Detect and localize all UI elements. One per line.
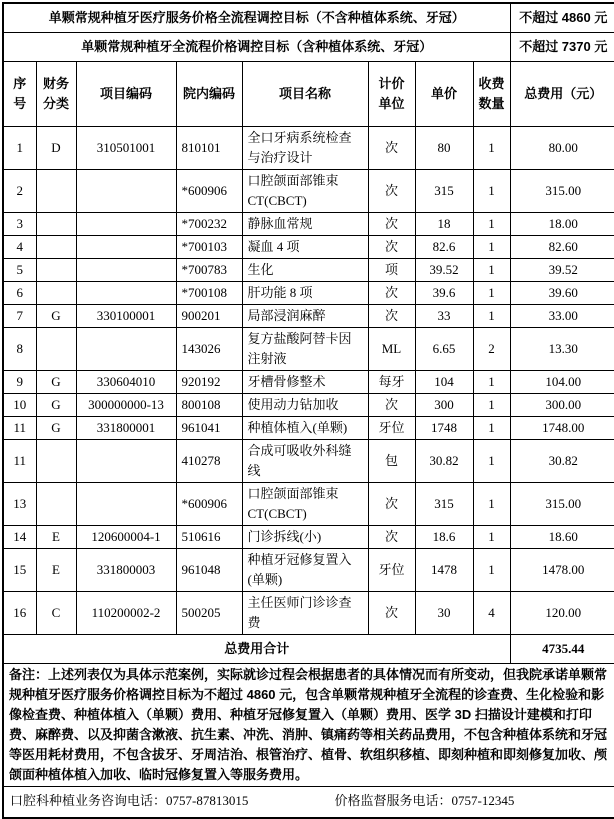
cell-cls: C	[36, 592, 76, 635]
cell-no: 4	[3, 236, 36, 259]
cell-qty: 1	[473, 483, 510, 526]
cell-no: 9	[3, 371, 36, 394]
col-header-qty: 收费数量	[473, 62, 510, 127]
dental-implant-price-table	[2, 2, 614, 819]
title-row-including-implant-system	[3, 33, 614, 62]
cell-no: 8	[3, 328, 36, 371]
col-header-cls: 财务分类	[36, 62, 76, 127]
cell-qty: 4	[473, 592, 510, 635]
cell-unit: 次	[368, 170, 415, 213]
cell-hosp: 500205	[176, 592, 242, 635]
cell-unit: 次	[368, 213, 415, 236]
cell-hosp: *600906	[176, 483, 242, 526]
cell-unit: 项	[368, 259, 415, 282]
column-header-row	[3, 62, 614, 127]
cell-name: 口腔颌面部锥束CT(CBCT)	[242, 483, 368, 526]
title-text: 单颗常规种植牙全流程价格调控目标（含种植体系统、牙冠）	[3, 33, 510, 62]
cell-name: 合成可吸收外科缝线	[242, 440, 368, 483]
cell-code: 331800003	[76, 549, 176, 592]
cell-total: 18.00	[510, 213, 614, 236]
cell-hosp: *700103	[176, 236, 242, 259]
cell-qty: 1	[473, 213, 510, 236]
cell-price: 1748	[415, 417, 473, 440]
table-row	[3, 328, 614, 371]
cell-qty: 2	[473, 328, 510, 371]
cell-unit: 次	[368, 592, 415, 635]
cell-hosp: *700783	[176, 259, 242, 282]
cell-hosp: 961041	[176, 417, 242, 440]
cell-price: 33	[415, 305, 473, 328]
cell-cls	[36, 282, 76, 305]
cell-cls	[36, 259, 76, 282]
cell-total: 13.30	[510, 328, 614, 371]
title-text: 单颗常规种植牙医疗服务价格全流程调控目标（不含种植体系统、牙冠）	[3, 3, 510, 33]
cell-hosp: 810101	[176, 127, 242, 170]
cell-hosp: 410278	[176, 440, 242, 483]
table-row	[3, 259, 614, 282]
table-row	[3, 127, 614, 170]
phones-cell	[3, 787, 614, 819]
cell-no: 11	[3, 417, 36, 440]
note-row	[3, 664, 614, 787]
cell-name: 主任医师门诊诊查费	[242, 592, 368, 635]
cell-unit: 次	[368, 305, 415, 328]
cell-qty: 1	[473, 440, 510, 483]
cell-name: 局部浸润麻醉	[242, 305, 368, 328]
cell-qty: 1	[473, 417, 510, 440]
cell-total: 300.00	[510, 394, 614, 417]
col-header-name: 项目名称	[242, 62, 368, 127]
cell-code	[76, 328, 176, 371]
cell-hosp: 920192	[176, 371, 242, 394]
table-row	[3, 440, 614, 483]
cell-cls	[36, 483, 76, 526]
cell-no: 10	[3, 394, 36, 417]
table-footer-section	[3, 635, 614, 819]
cell-qty: 1	[473, 282, 510, 305]
total-label: 总费用合计	[3, 635, 510, 664]
cell-code: 310501001	[76, 127, 176, 170]
table-data-section	[3, 127, 614, 635]
table-row	[3, 592, 614, 635]
cell-qty: 1	[473, 170, 510, 213]
cell-code	[76, 170, 176, 213]
cell-cls	[36, 440, 76, 483]
table-row	[3, 213, 614, 236]
table-row	[3, 305, 614, 328]
col-header-hosp: 院内编码	[176, 62, 242, 127]
cell-price: 30.82	[415, 440, 473, 483]
title-target-price: 不超过 4860 元	[510, 3, 614, 33]
col-header-price: 单价	[415, 62, 473, 127]
total-row	[3, 635, 614, 664]
table-row	[3, 394, 614, 417]
cell-code	[76, 282, 176, 305]
cell-hosp: 900201	[176, 305, 242, 328]
phones-row	[3, 787, 614, 819]
cell-unit: 牙位	[368, 549, 415, 592]
cell-code	[76, 236, 176, 259]
cell-total: 82.60	[510, 236, 614, 259]
cell-name: 门诊拆线(小)	[242, 526, 368, 549]
cell-cls: G	[36, 371, 76, 394]
cell-no: 14	[3, 526, 36, 549]
cell-price: 300	[415, 394, 473, 417]
cell-name: 种植体植入(单颗)	[242, 417, 368, 440]
cell-qty: 1	[473, 259, 510, 282]
cell-code	[76, 259, 176, 282]
cell-unit: ML	[368, 328, 415, 371]
cell-total: 315.00	[510, 170, 614, 213]
col-header-code: 项目编码	[76, 62, 176, 127]
cell-code: 110200002-2	[76, 592, 176, 635]
cell-name: 口腔颌面部锥束CT(CBCT)	[242, 170, 368, 213]
cell-hosp: *700232	[176, 213, 242, 236]
cell-total: 80.00	[510, 127, 614, 170]
cell-name: 全口牙病系统检查与治疗设计	[242, 127, 368, 170]
cell-cls: G	[36, 394, 76, 417]
cell-cls: E	[36, 526, 76, 549]
cell-hosp: 510616	[176, 526, 242, 549]
cell-price: 104	[415, 371, 473, 394]
col-header-total: 总费用（元）	[510, 62, 614, 127]
cell-total: 33.00	[510, 305, 614, 328]
cell-hosp: 961048	[176, 549, 242, 592]
cell-code: 331800001	[76, 417, 176, 440]
cell-no: 7	[3, 305, 36, 328]
cell-no: 5	[3, 259, 36, 282]
cell-price: 315	[415, 483, 473, 526]
cell-price: 82.6	[415, 236, 473, 259]
cell-unit: 包	[368, 440, 415, 483]
cell-hosp: 800108	[176, 394, 242, 417]
note-text: 备注：上述列表仅为具体示范案例，实际就诊过程会根据患者的具体情况而有所变动，但我院承诺单颗常规种植牙医疗服务价格调控目标为不超过 4860 元，包含单颗常规种植牙全流程的诊查费、生化检验和影像检查费、种植体植入（单颗）费用、种植牙冠修复置入（单颗）费用、医学 3D 扫描设计建模和打印费、麻醉费、以及抑菌含漱液、抗生素、冲洗、消肿、镇痛药等相关药品费用，不包含种植体系统和牙冠等医用耗材费用，不包含拔牙、牙周洁治、根管治疗、植骨、软组织移植、即刻种植和即刻修复加收、颅颌面种植体植入加收、临时冠修复置入等服务费用。	[3, 664, 614, 787]
table-row	[3, 417, 614, 440]
cell-name: 复方盐酸阿替卡因注射液	[242, 328, 368, 371]
table-row	[3, 483, 614, 526]
cell-unit: 次	[368, 282, 415, 305]
cell-no: 2	[3, 170, 36, 213]
col-header-unit: 计价单位	[368, 62, 415, 127]
cell-total: 1748.00	[510, 417, 614, 440]
cell-code	[76, 213, 176, 236]
cell-code	[76, 440, 176, 483]
cell-price: 18.6	[415, 526, 473, 549]
cell-cls	[36, 328, 76, 371]
consult-phone: 口腔科种植业务咨询电话：0757-87813015	[10, 793, 249, 808]
cell-unit: 牙位	[368, 417, 415, 440]
cell-total: 39.60	[510, 282, 614, 305]
cell-hosp: *600906	[176, 170, 242, 213]
cell-code: 330604010	[76, 371, 176, 394]
cell-qty: 1	[473, 127, 510, 170]
cell-price: 6.65	[415, 328, 473, 371]
cell-unit: 次	[368, 526, 415, 549]
cell-no: 16	[3, 592, 36, 635]
cell-total: 1478.00	[510, 549, 614, 592]
cell-total: 30.82	[510, 440, 614, 483]
cell-name: 种植牙冠修复置入(单颗)	[242, 549, 368, 592]
cell-name: 凝血 4 项	[242, 236, 368, 259]
cell-code: 300000000-13	[76, 394, 176, 417]
cell-no: 1	[3, 127, 36, 170]
cell-no: 13	[3, 483, 36, 526]
table-row	[3, 170, 614, 213]
cell-unit: 次	[368, 394, 415, 417]
cell-name: 肝功能 8 项	[242, 282, 368, 305]
cell-cls	[36, 170, 76, 213]
cell-cls: E	[36, 549, 76, 592]
table-row	[3, 549, 614, 592]
col-header-no: 序号	[3, 62, 36, 127]
cell-cls: G	[36, 305, 76, 328]
table-row	[3, 282, 614, 305]
cell-qty: 1	[473, 394, 510, 417]
cell-unit: 每牙	[368, 371, 415, 394]
title-target-price: 不超过 7370 元	[510, 33, 614, 62]
cell-name: 使用动力钻加收	[242, 394, 368, 417]
cell-price: 1478	[415, 549, 473, 592]
cell-qty: 1	[473, 549, 510, 592]
cell-no: 15	[3, 549, 36, 592]
cell-cls	[36, 213, 76, 236]
cell-total: 315.00	[510, 483, 614, 526]
cell-unit: 次	[368, 127, 415, 170]
cell-total: 120.00	[510, 592, 614, 635]
cell-no: 11	[3, 440, 36, 483]
cell-qty: 1	[473, 371, 510, 394]
cell-qty: 1	[473, 305, 510, 328]
table-row	[3, 526, 614, 549]
cell-unit: 次	[368, 236, 415, 259]
table-row	[3, 371, 614, 394]
title-row-excluding-implant-system	[3, 3, 614, 33]
table-header-section	[3, 3, 614, 127]
cell-no: 3	[3, 213, 36, 236]
cell-total: 104.00	[510, 371, 614, 394]
cell-price: 39.6	[415, 282, 473, 305]
cell-total: 18.60	[510, 526, 614, 549]
cell-cls: G	[36, 417, 76, 440]
cell-cls	[36, 236, 76, 259]
cell-name: 牙槽骨修整术	[242, 371, 368, 394]
cell-price: 39.52	[415, 259, 473, 282]
cell-qty: 1	[473, 236, 510, 259]
cell-price: 315	[415, 170, 473, 213]
cell-hosp: 143026	[176, 328, 242, 371]
cell-cls: D	[36, 127, 76, 170]
cell-total: 39.52	[510, 259, 614, 282]
cell-name: 生化	[242, 259, 368, 282]
cell-name: 静脉血常规	[242, 213, 368, 236]
cell-price: 80	[415, 127, 473, 170]
cell-price: 30	[415, 592, 473, 635]
cell-unit: 次	[368, 483, 415, 526]
cell-hosp: *700108	[176, 282, 242, 305]
total-value: 4735.44	[510, 635, 614, 664]
cell-qty: 1	[473, 526, 510, 549]
table-row	[3, 236, 614, 259]
cell-no: 6	[3, 282, 36, 305]
cell-code: 120600004-1	[76, 526, 176, 549]
cell-price: 18	[415, 213, 473, 236]
cell-code	[76, 483, 176, 526]
cell-code: 330100001	[76, 305, 176, 328]
supervision-phone: 价格监督服务电话：0757-12345	[334, 793, 515, 808]
